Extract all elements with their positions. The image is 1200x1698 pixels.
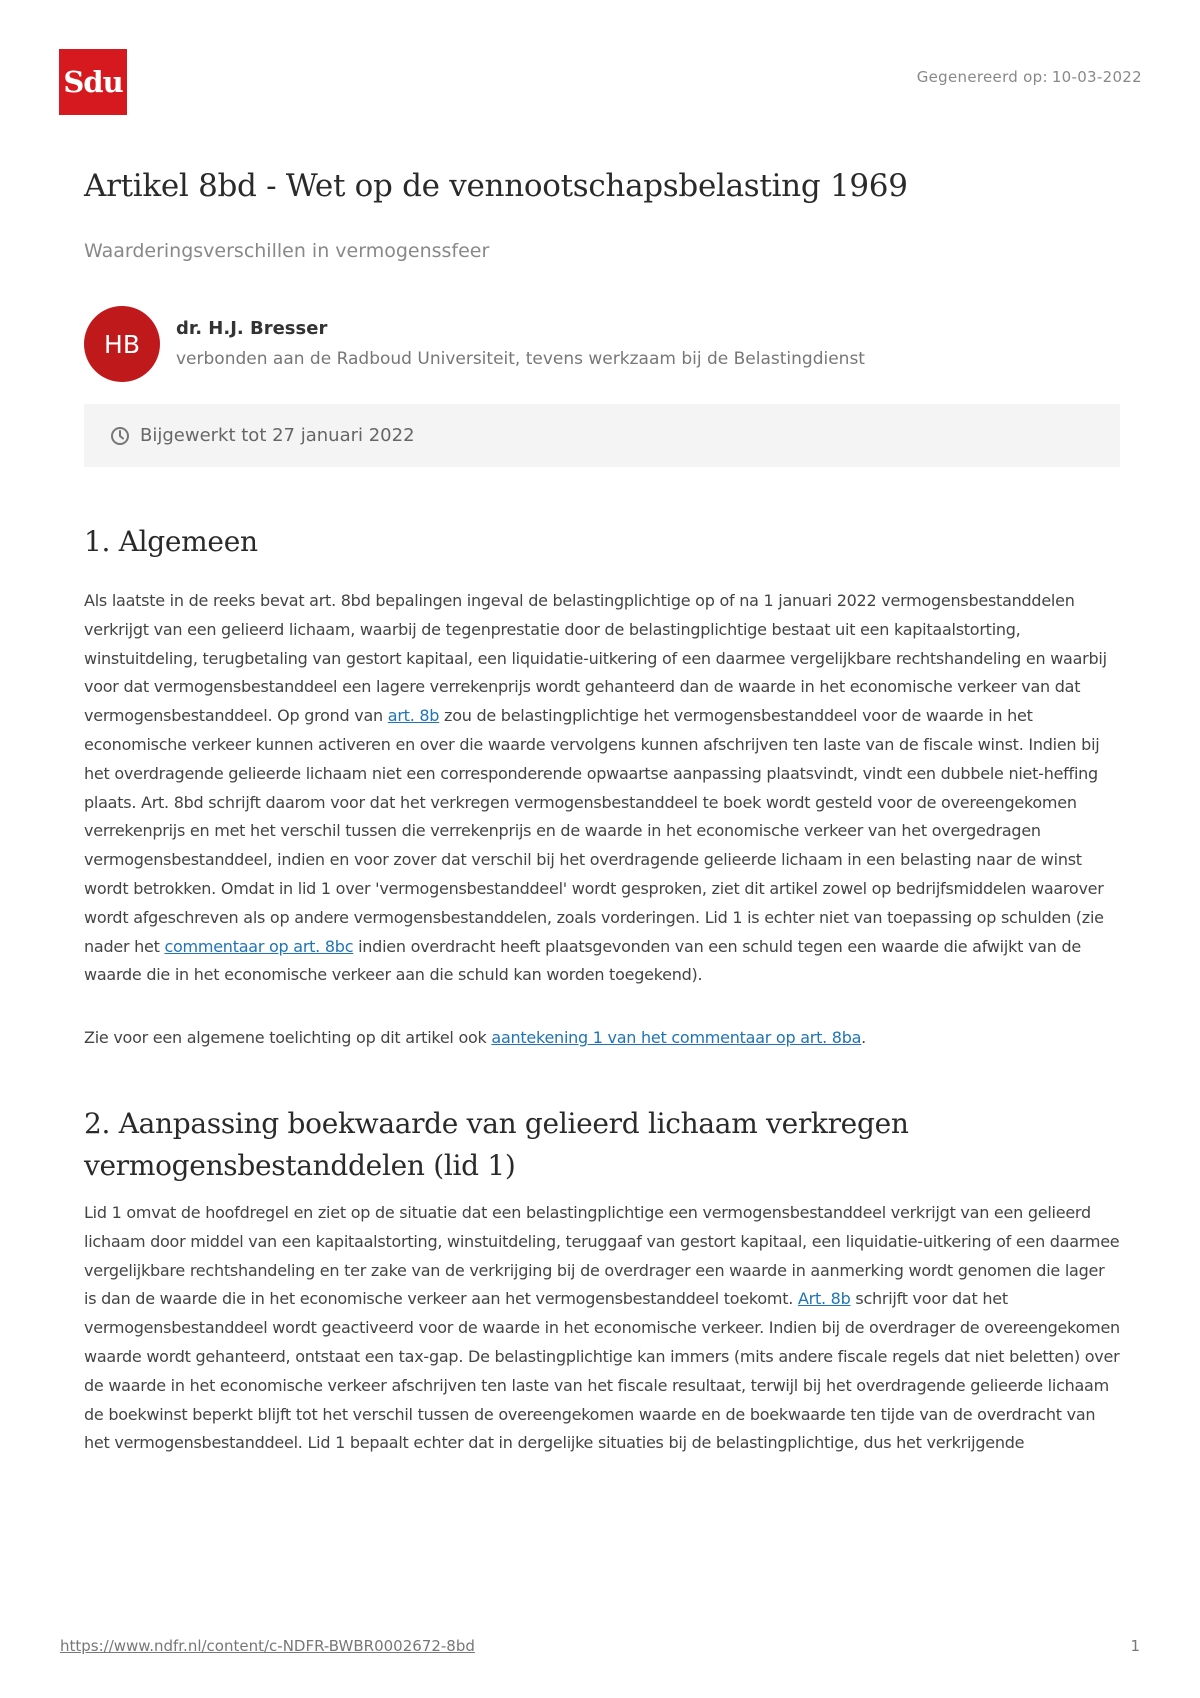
- paragraph-text: zou de belastingplichtige het vermogensbestanddeel voor de waarde in het economische verkeer kunnen activeren en over die waarde vervolgens kunnen afschrijven ten laste van de fiscale winst. Indien bij het overdragende gelieerde lichaam niet een corresponderende opwaartse aanpassing plaatsvindt, vindt een dubbele niet-heffing plaats. Art. 8bd schrijft daarom voor dat het verkregen vermogensbestanddeel te boek wordt gesteld voor de overeengekomen verrekenprijs en met het verschil tussen die verrekenprijs en de waarde in het economische verkeer van het overgedragen vermogensbestanddeel, indien en voor zover dat verschil bij het overdragende gelieerde lichaam in een belasting naar de winst wordt betrokken. Omdat in lid 1 over 'vermogensbestanddeel' wordt gesproken, ziet dit artikel zowel op bedrijfsmiddelen waarover wordt afgeschreven als op andere vermogensbestanddelen, zoals vorderingen. Lid 1 is echter niet van toepassing op schulden (zie nader het: [84, 706, 1104, 956]
- author-info: [176, 306, 865, 369]
- page-number: 1: [1130, 1637, 1140, 1655]
- section-heading-aanpassing-boekwaarde: 2. Aanpassing boekwaarde van gelieerd lichaam verkregen vermogensbestanddelen (lid 1): [84, 1106, 909, 1182]
- generated-value: 10-03-2022: [1051, 68, 1142, 86]
- generated-date: [913, 68, 1142, 86]
- page-title: Artikel 8bd - Wet op de vennootschapsbelasting 1969: [84, 168, 908, 204]
- footer-url-link[interactable]: https://www.ndfr.nl/content/c-NDFR-BWBR0002672-8bd: [60, 1637, 475, 1655]
- paragraph-text: indien overdracht heeft plaatsgevonden van een schuld tegen een waarde die afwijkt van de waarde die in het economische verkeer aan die schuld kan worden toegekend).: [84, 936, 1081, 985]
- avatar: HB: [84, 306, 160, 382]
- link-art-8b-section2[interactable]: Art. 8b: [797, 1289, 851, 1309]
- paragraph-text: Als laatste in de reeks bevat art. 8bd bepalingen ingeval de belastingplichtige op of na 1 januari 2022 vermogensbestanddelen verkrijgt van een gelieerd lichaam, waarbij de tegenprestatie door de belastingplichtige bestaat uit een kapitaalstorting, winstuitdeling, terugbetaling van gestort kapitaal, een liquidatie-uitkering of een daarmee vergelijkbare rechtshandeling en waarbij voor dat vermogensbestanddeel een lagere verrekenprijs wordt gehanteerd dan de waarde in het economische verkeer van dat vermogensbestanddeel. Op grond van: [84, 591, 1107, 726]
- paragraph: [84, 1024, 1120, 1053]
- link-commentaar-art-8bc[interactable]: commentaar op art. 8bc: [164, 936, 354, 956]
- clock-icon: [110, 426, 130, 446]
- paragraph: [84, 587, 1120, 990]
- paragraph-text: schrijft voor dat het vermogensbestanddeel wordt geactiveerd voor de waarde in het economische verkeer. Indien bij de overdrager de overeengekomen waarde wordt gehanteerd, ontstaat een tax-gap. De belastingplichtige kan immers (mits andere fiscale regels dat niet beletten) over de waarde in het economische verkeer afschrijven ten laste van het fiscale resultaat, terwijl bij het overdragende gelieerde lichaam de boekwinst beperkt blijft tot het verschil tussen de overeengekomen waarde en de boekwaarde ten tijde van de overdracht van het vermogensbestanddeel. Lid 1 bepaalt echter dat in dergelijke situaties bij de belastingplichtige, dus het verkrijgende: [84, 1289, 1120, 1453]
- author-affiliation: verbonden aan de Radboud Universiteit, tevens werkzaam bij de Belastingdienst: [176, 349, 865, 369]
- paragraph: [84, 1199, 1120, 1458]
- page-subtitle: Waarderingsverschillen in vermogenssfeer: [84, 240, 490, 262]
- paragraph-text: Zie voor een algemene toelichting op dit artikel ook: [84, 1028, 492, 1048]
- link-aantekening-art-8ba[interactable]: aantekening 1 van het commentaar op art. 8ba: [491, 1028, 862, 1048]
- article-content: [84, 168, 1120, 1458]
- link-art-8b[interactable]: art. 8b: [387, 706, 440, 726]
- updated-text: Bijgewerkt tot 27 januari 2022: [140, 425, 415, 446]
- paragraph-text: Lid 1 omvat de hoofdregel en ziet op de situatie dat een belastingplichtige een vermogensbestanddeel verkrijgt van een gelieerd lichaam door middel van een kapitaalstorting, winstuitdeling, teruggaaf van gestort kapitaal, een liquidatie-uitkering of een daarmee vergelijkbare rechtshandeling en ter zake van de verkrijging bij de overdrager een waarde in aanmerking wordt genomen die lager is dan de waarde die in het economische verkeer aan het vermogensbestanddeel toekomt.: [84, 1202, 1120, 1309]
- author-name: dr. H.J. Bresser: [176, 318, 328, 339]
- paragraph-text: .: [861, 1028, 867, 1048]
- sdu-logo: Sdu: [59, 49, 127, 115]
- updated-banner: [84, 404, 1120, 467]
- generated-label: Gegenereerd op:: [916, 68, 1048, 86]
- section-heading-algemeen: 1. Algemeen: [84, 525, 258, 558]
- author-block: [84, 306, 1120, 382]
